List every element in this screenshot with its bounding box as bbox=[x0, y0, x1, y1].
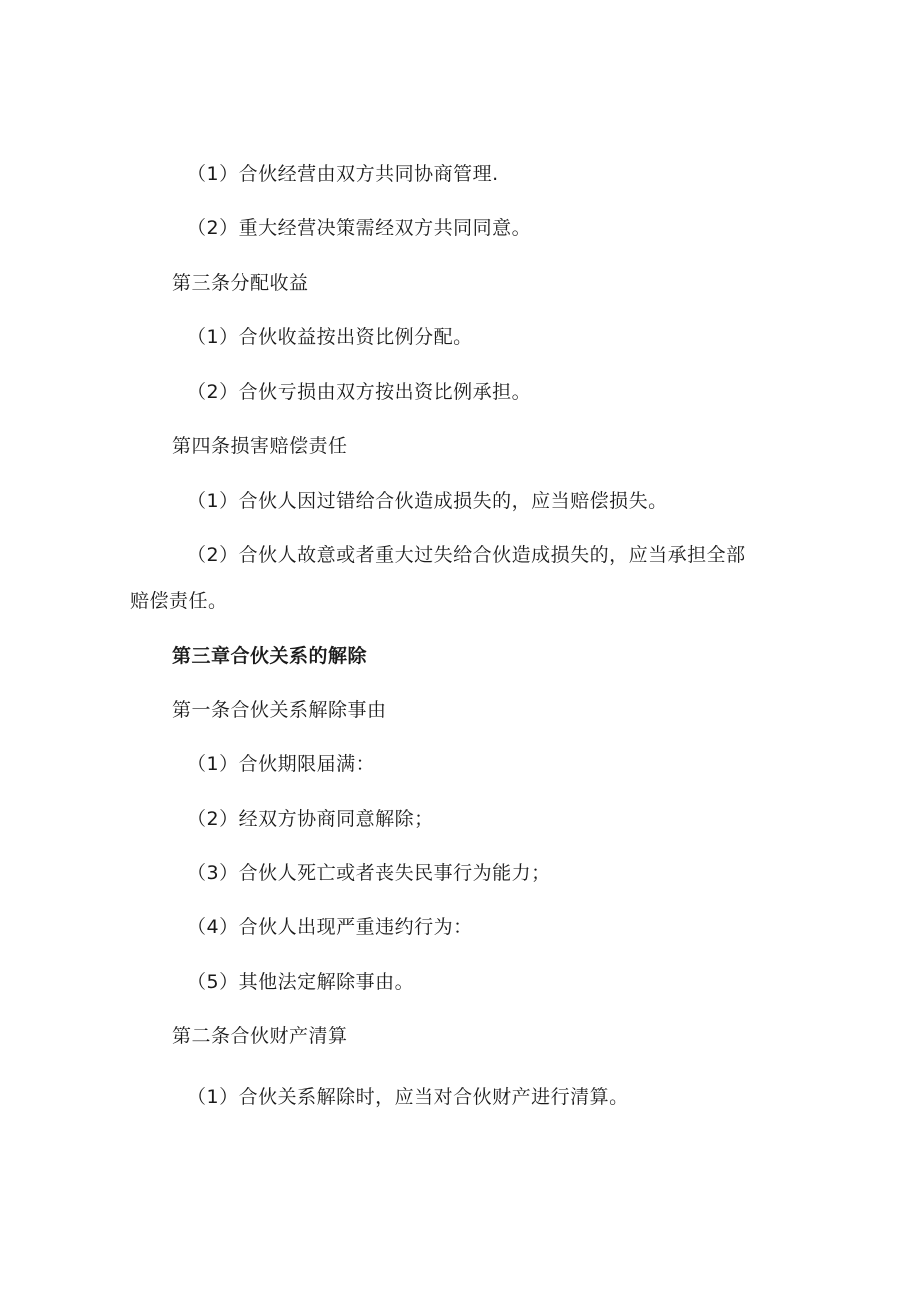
article-3-item-1: （1）合伙收益按出资比例分配。 bbox=[187, 326, 473, 348]
termination-reason-1: （1）合伙期限届满： bbox=[187, 753, 376, 775]
article-4-heading: 第四条损害赔偿责任 bbox=[172, 435, 348, 457]
termination-reason-2: （2）经双方协商同意解除； bbox=[187, 808, 434, 830]
chapter-3-heading: 第三章合伙关系的解除 bbox=[172, 645, 368, 667]
article-4-item-1: （1）合伙人因过错给合伙造成损失的，应当赔偿损失。 bbox=[187, 490, 668, 512]
liquidation-item-1: （1）合伙关系解除时，应当对合伙财产进行清算。 bbox=[187, 1086, 629, 1108]
termination-reason-5: （5）其他法定解除事由。 bbox=[187, 971, 415, 993]
termination-reason-4: （4）合伙人出现严重违约行为： bbox=[187, 916, 473, 938]
chapter-3-article-1-heading: 第一条合伙关系解除事由 bbox=[172, 699, 387, 721]
chapter-3-article-2-heading: 第二条合伙财产清算 bbox=[172, 1025, 348, 1047]
termination-reason-3: （3）合伙人死亡或者丧失民事行为能力； bbox=[187, 862, 551, 884]
clause-2-item-1: （1）合伙经营由双方共同协商管理. bbox=[187, 163, 499, 185]
article-3-heading: 第三条分配收益 bbox=[172, 272, 309, 294]
clause-2-item-2: （2）重大经营决策需经双方共同同意。 bbox=[187, 217, 532, 239]
article-4-item-2: （2）合伙人故意或者重大过失给合伙造成损失的，应当承担全部 bbox=[187, 544, 746, 566]
article-4-item-2-continued: 赔偿责任。 bbox=[130, 590, 228, 612]
article-3-item-2: （2）合伙亏损由双方按出资比例承担。 bbox=[187, 381, 532, 403]
